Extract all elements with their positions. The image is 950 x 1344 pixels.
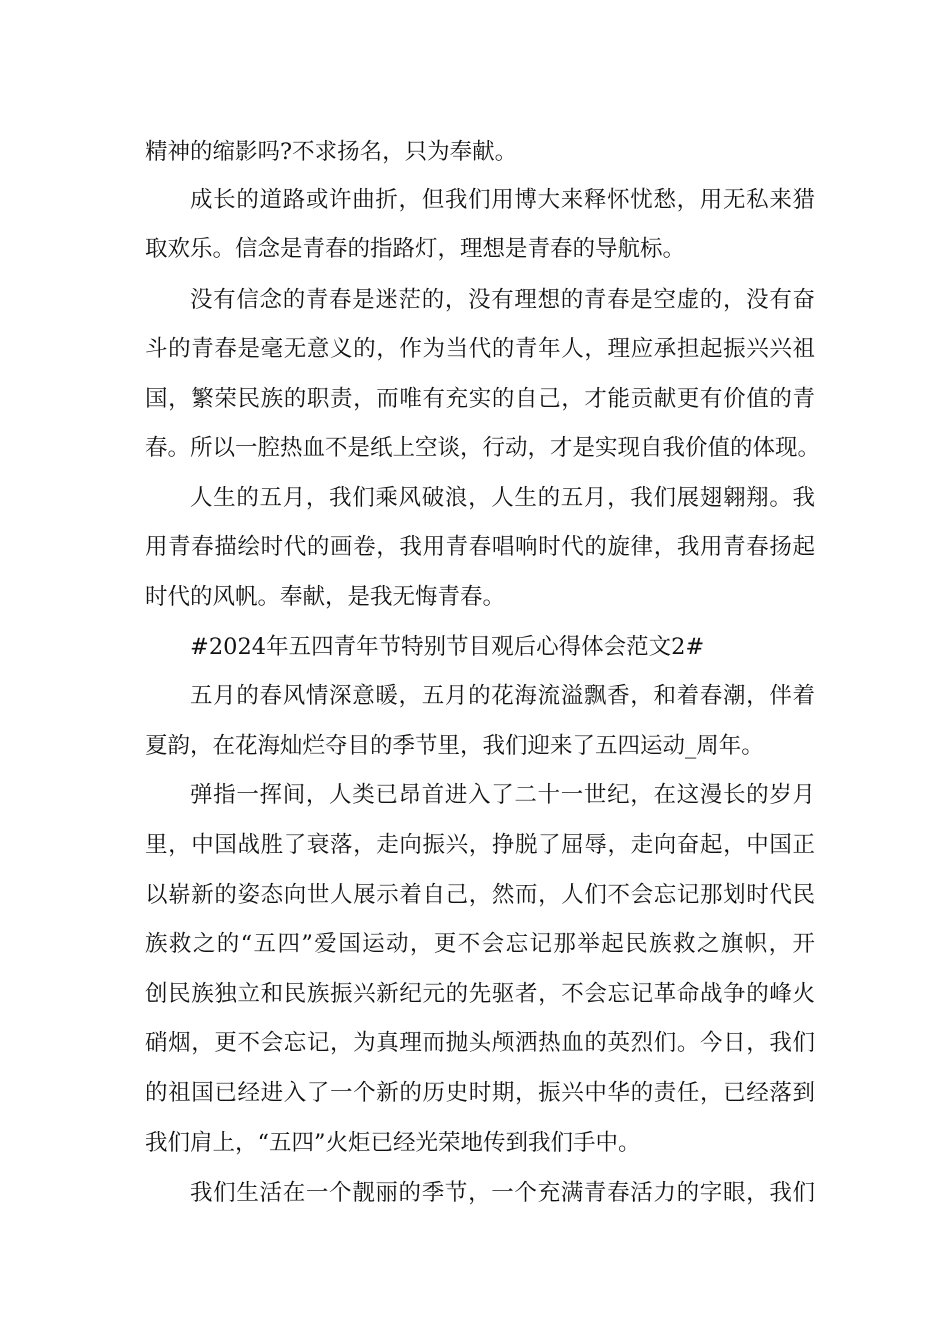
text-line: 取欢乐。信念是青春的指路灯，理想是青春的导航标。	[145, 236, 686, 262]
text-line: 硝烟，更不会忘记，为真理而抛头颅洒热血的英烈们。今日，我们	[145, 1030, 815, 1056]
text-line: 精神的缩影吗?不求扬名，只为奉献。	[145, 139, 518, 165]
text-line: 弹指一挥间，人类已昂首进入了二十一世纪，在这漫长的岁月	[190, 782, 815, 808]
text-line: 以崭新的姿态向世人展示着自己，然而，人们不会忘记那划时代民	[145, 882, 815, 908]
text-line: 国，繁荣民族的职责，而唯有充实的自己，才能贡献更有价值的青	[145, 386, 815, 412]
text-line: 里，中国战胜了衰落，走向振兴，挣脱了屈辱，走向奋起，中国正	[145, 832, 815, 858]
text-line: 夏韵，在花海灿烂夺目的季节里，我们迎来了五四运动_周年。	[145, 733, 764, 759]
text-line: 没有信念的青春是迷茫的，没有理想的青春是空虚的，没有奋	[190, 287, 815, 313]
text-line: 斗的青春是毫无意义的，作为当代的青年人，理应承担起振兴兴祖	[145, 336, 815, 362]
text-line: 五月的春风情深意暖，五月的花海流溢飘香，和着春潮，伴着	[190, 683, 815, 709]
text-line: 时代的风帆。奉献，是我无悔青春。	[145, 584, 506, 610]
text-line: 春。所以一腔热血不是纸上空谈，行动，才是实现自我价值的体现。	[145, 435, 821, 461]
text-line: 创民族独立和民族振兴新纪元的先驱者，不会忘记革命战争的峰火	[145, 981, 815, 1007]
text-line: 人生的五月，我们乘风破浪，人生的五月，我们展翅翱翔。我	[190, 485, 815, 511]
text-line: 成长的道路或许曲折，但我们用博大来释怀忧愁，用无私来猎	[190, 187, 815, 213]
section-heading: #2024年五四青年节特别节目观后心得体会范文2#	[190, 634, 705, 660]
text-line: 的祖国已经进入了一个新的历史时期，振兴中华的责任，已经落到	[145, 1080, 815, 1106]
text-line: 我们肩上，“五四”火炬已经光荣地传到我们手中。	[145, 1130, 641, 1156]
text-line: 族救之的“五四”爱国运动，更不会忘记那举起民族救之旗帜，开	[145, 931, 815, 957]
text-line: 我们生活在一个靓丽的季节，一个充满青春活力的字眼，我们	[190, 1180, 815, 1206]
text-line: 用青春描绘时代的画卷，我用青春唱响时代的旋律，我用青春扬起	[145, 534, 815, 560]
